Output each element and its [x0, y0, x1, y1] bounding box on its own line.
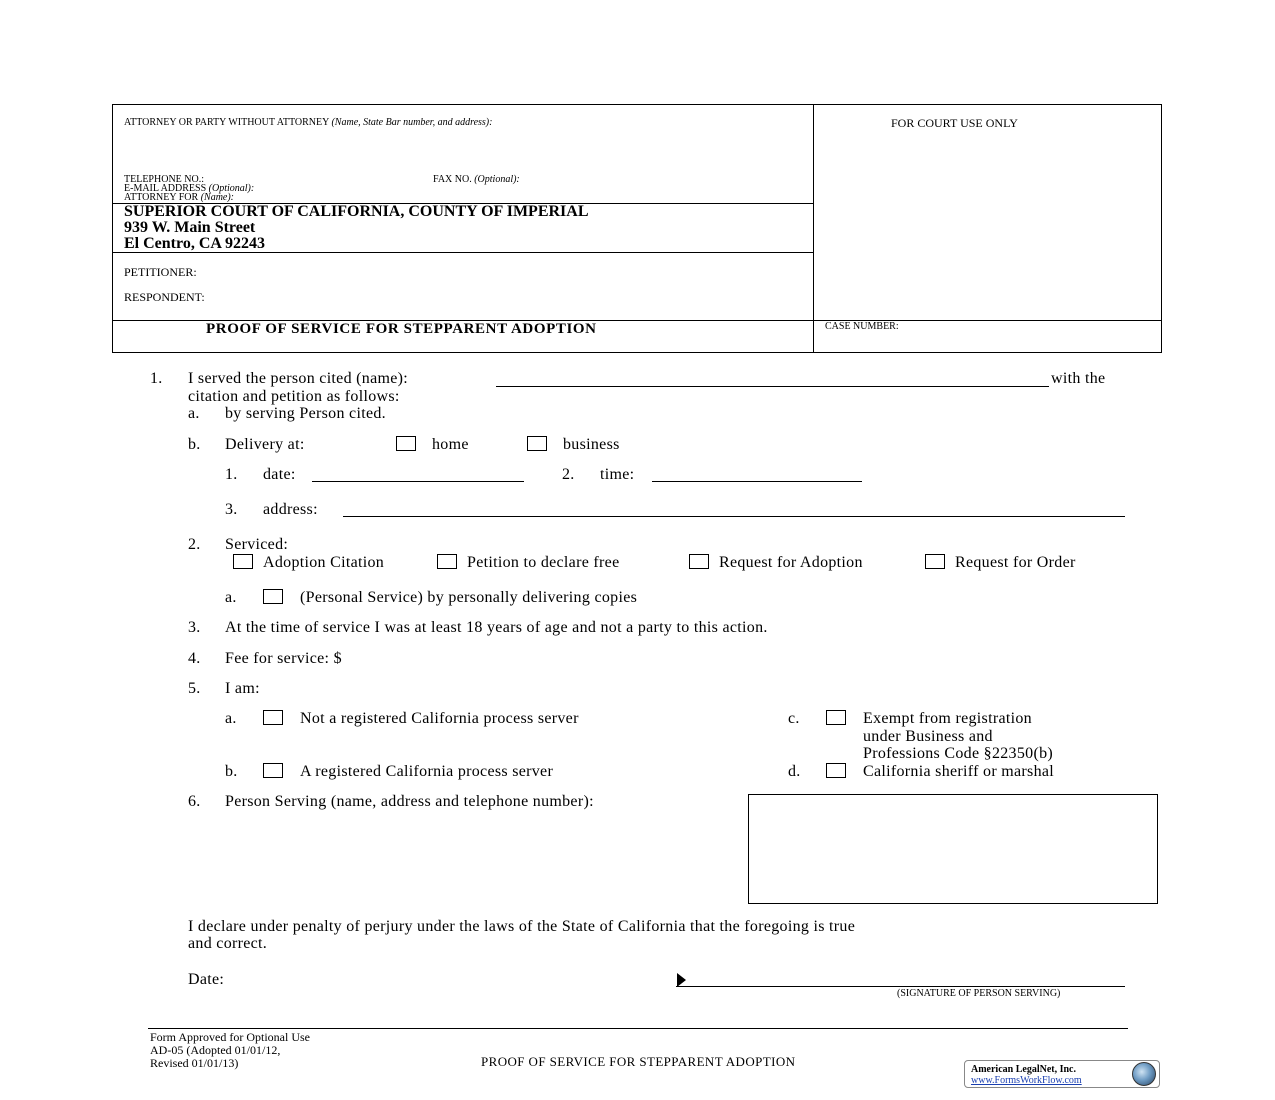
sheriff-checkbox[interactable] — [826, 763, 846, 778]
item-4-number: 4. — [188, 650, 201, 667]
item-5b-letter: b. — [225, 763, 238, 780]
item-2-number: 2. — [188, 536, 201, 553]
item-1-text: I served the person cited (name): — [188, 370, 409, 387]
case-number-label: CASE NUMBER: — [825, 321, 899, 332]
item-6-number: 6. — [188, 793, 201, 810]
business-checkbox[interactable] — [527, 436, 547, 451]
exempt-label-line2: under Business and — [863, 728, 993, 745]
sub-3-number: 3. — [225, 501, 238, 518]
item-5d-letter: d. — [788, 763, 801, 780]
signature-caption: (SIGNATURE OF PERSON SERVING) — [897, 988, 1061, 999]
item-1-number: 1. — [150, 370, 163, 387]
footer-approved: Form Approved for Optional Use — [150, 1030, 310, 1044]
court-divider — [112, 252, 813, 253]
attorney-for-label-text: ATTORNEY FOR — [124, 192, 199, 203]
adoption-citation-label: Adoption Citation — [263, 554, 385, 571]
date-label: date: — [263, 466, 296, 483]
personal-service-checkbox[interactable] — [263, 589, 283, 604]
footer-revised: Revised 01/01/13) — [150, 1056, 239, 1070]
sheriff-label: California sheriff or marshal — [863, 763, 1055, 780]
footer-title: PROOF OF SERVICE FOR STEPPARENT ADOPTION — [481, 1054, 796, 1069]
declaration-date-label: Date: — [188, 971, 225, 988]
home-label: home — [432, 436, 469, 453]
request-adoption-checkbox[interactable] — [689, 554, 709, 569]
item-4-text: Fee for service: $ — [225, 650, 342, 667]
item-5a-letter: a. — [225, 710, 237, 727]
delivery-time-field[interactable] — [652, 481, 862, 482]
vendor-logo — [964, 1060, 1160, 1088]
footer-rule — [148, 1028, 1128, 1029]
item-5-number: 5. — [188, 680, 201, 697]
registered-checkbox[interactable] — [263, 763, 283, 778]
registered-label: A registered California process server — [300, 763, 554, 780]
caption-box — [112, 104, 1162, 353]
request-order-checkbox[interactable] — [925, 554, 945, 569]
item-1-after: with the — [1051, 370, 1106, 387]
email-label-text: E-MAIL ADDRESS — [124, 183, 207, 194]
court-use-label: FOR COURT USE ONLY — [891, 116, 1018, 130]
address-label: address: — [263, 501, 318, 518]
request-order-label: Request for Order — [955, 554, 1076, 571]
court-name: SUPERIOR COURT OF CALIFORNIA, COUNTY OF IMPERIAL — [124, 203, 589, 220]
attorney-for-label-hint: (Name): — [200, 192, 235, 203]
declaration-line2: and correct. — [188, 935, 268, 952]
vendor-name: American LegalNet, Inc. — [971, 1064, 1076, 1075]
sub-2-number: 2. — [562, 466, 575, 483]
fax-label-hint: (Optional): — [474, 174, 520, 185]
person-serving-field[interactable] — [748, 794, 1158, 904]
request-adoption-label: Request for Adoption — [719, 554, 863, 571]
court-city: El Centro, CA 92243 — [124, 235, 266, 252]
signature-line[interactable] — [676, 986, 1125, 987]
not-registered-checkbox[interactable] — [263, 710, 283, 725]
item-1-line2: citation and petition as follows: — [188, 388, 400, 405]
item-1a-text: by serving Person cited. — [225, 405, 386, 422]
delivery-address-field[interactable] — [343, 516, 1125, 517]
item-6-text: Person Serving (name, address and telephone number): — [225, 793, 594, 810]
item-1b-letter: b. — [188, 436, 201, 453]
petition-label: Petition to declare free — [467, 554, 620, 571]
item-1a-letter: a. — [188, 405, 200, 422]
fax-label-text: FAX NO. — [433, 174, 472, 185]
arrow-right-icon — [677, 973, 687, 987]
item-5c-letter: c. — [788, 710, 800, 727]
court-street: 939 W. Main Street — [124, 219, 256, 236]
caption-vertical-divider — [813, 104, 814, 353]
respondent-label: RESPONDENT: — [124, 290, 205, 304]
petitioner-label: PETITIONER: — [124, 265, 197, 279]
item-1b-text: Delivery at: — [225, 436, 305, 453]
not-registered-label: Not a registered California process server — [300, 710, 579, 727]
email-label-hint: (Optional): — [208, 183, 255, 194]
petition-checkbox[interactable] — [437, 554, 457, 569]
attorney-label-text: ATTORNEY OR PARTY WITHOUT ATTORNEY — [124, 117, 329, 128]
item-2-text: Serviced: — [225, 536, 289, 553]
item-3-text: At the time of service I was at least 18 years of age and not a party to this action. — [225, 619, 768, 636]
item-3-number: 3. — [188, 619, 201, 636]
exempt-checkbox[interactable] — [826, 710, 846, 725]
item-2a-letter: a. — [225, 589, 237, 606]
attorney-label — [124, 117, 492, 128]
sub-1-number: 1. — [225, 466, 238, 483]
home-checkbox[interactable] — [396, 436, 416, 451]
globe-icon — [1132, 1062, 1156, 1086]
adoption-citation-checkbox[interactable] — [233, 554, 253, 569]
attorney-for-label — [124, 192, 234, 203]
form-title: PROOF OF SERVICE FOR STEPPARENT ADOPTION — [206, 321, 597, 337]
personal-service-label: (Personal Service) by personally delivering copies — [300, 589, 638, 606]
vendor-link[interactable]: www.FormsWorkFlow.com — [971, 1075, 1082, 1086]
item-5-text: I am: — [225, 680, 260, 697]
fax-label — [433, 174, 520, 185]
exempt-label-line1: Exempt from registration — [863, 710, 1032, 727]
attorney-label-hint: (Name, State Bar number, and address): — [331, 117, 493, 128]
telephone-label: TELEPHONE NO.: — [124, 174, 204, 185]
exempt-label-line3: Professions Code §22350(b) — [863, 745, 1054, 762]
business-label: business — [563, 436, 620, 453]
delivery-date-field[interactable] — [312, 481, 524, 482]
footer-form-id: AD-05 (Adopted 01/01/12, — [150, 1043, 281, 1057]
time-label: time: — [600, 466, 635, 483]
declaration-line1: I declare under penalty of perjury under the laws of the State of California that the foregoing is true — [188, 918, 856, 935]
served-name-field[interactable] — [496, 386, 1049, 387]
